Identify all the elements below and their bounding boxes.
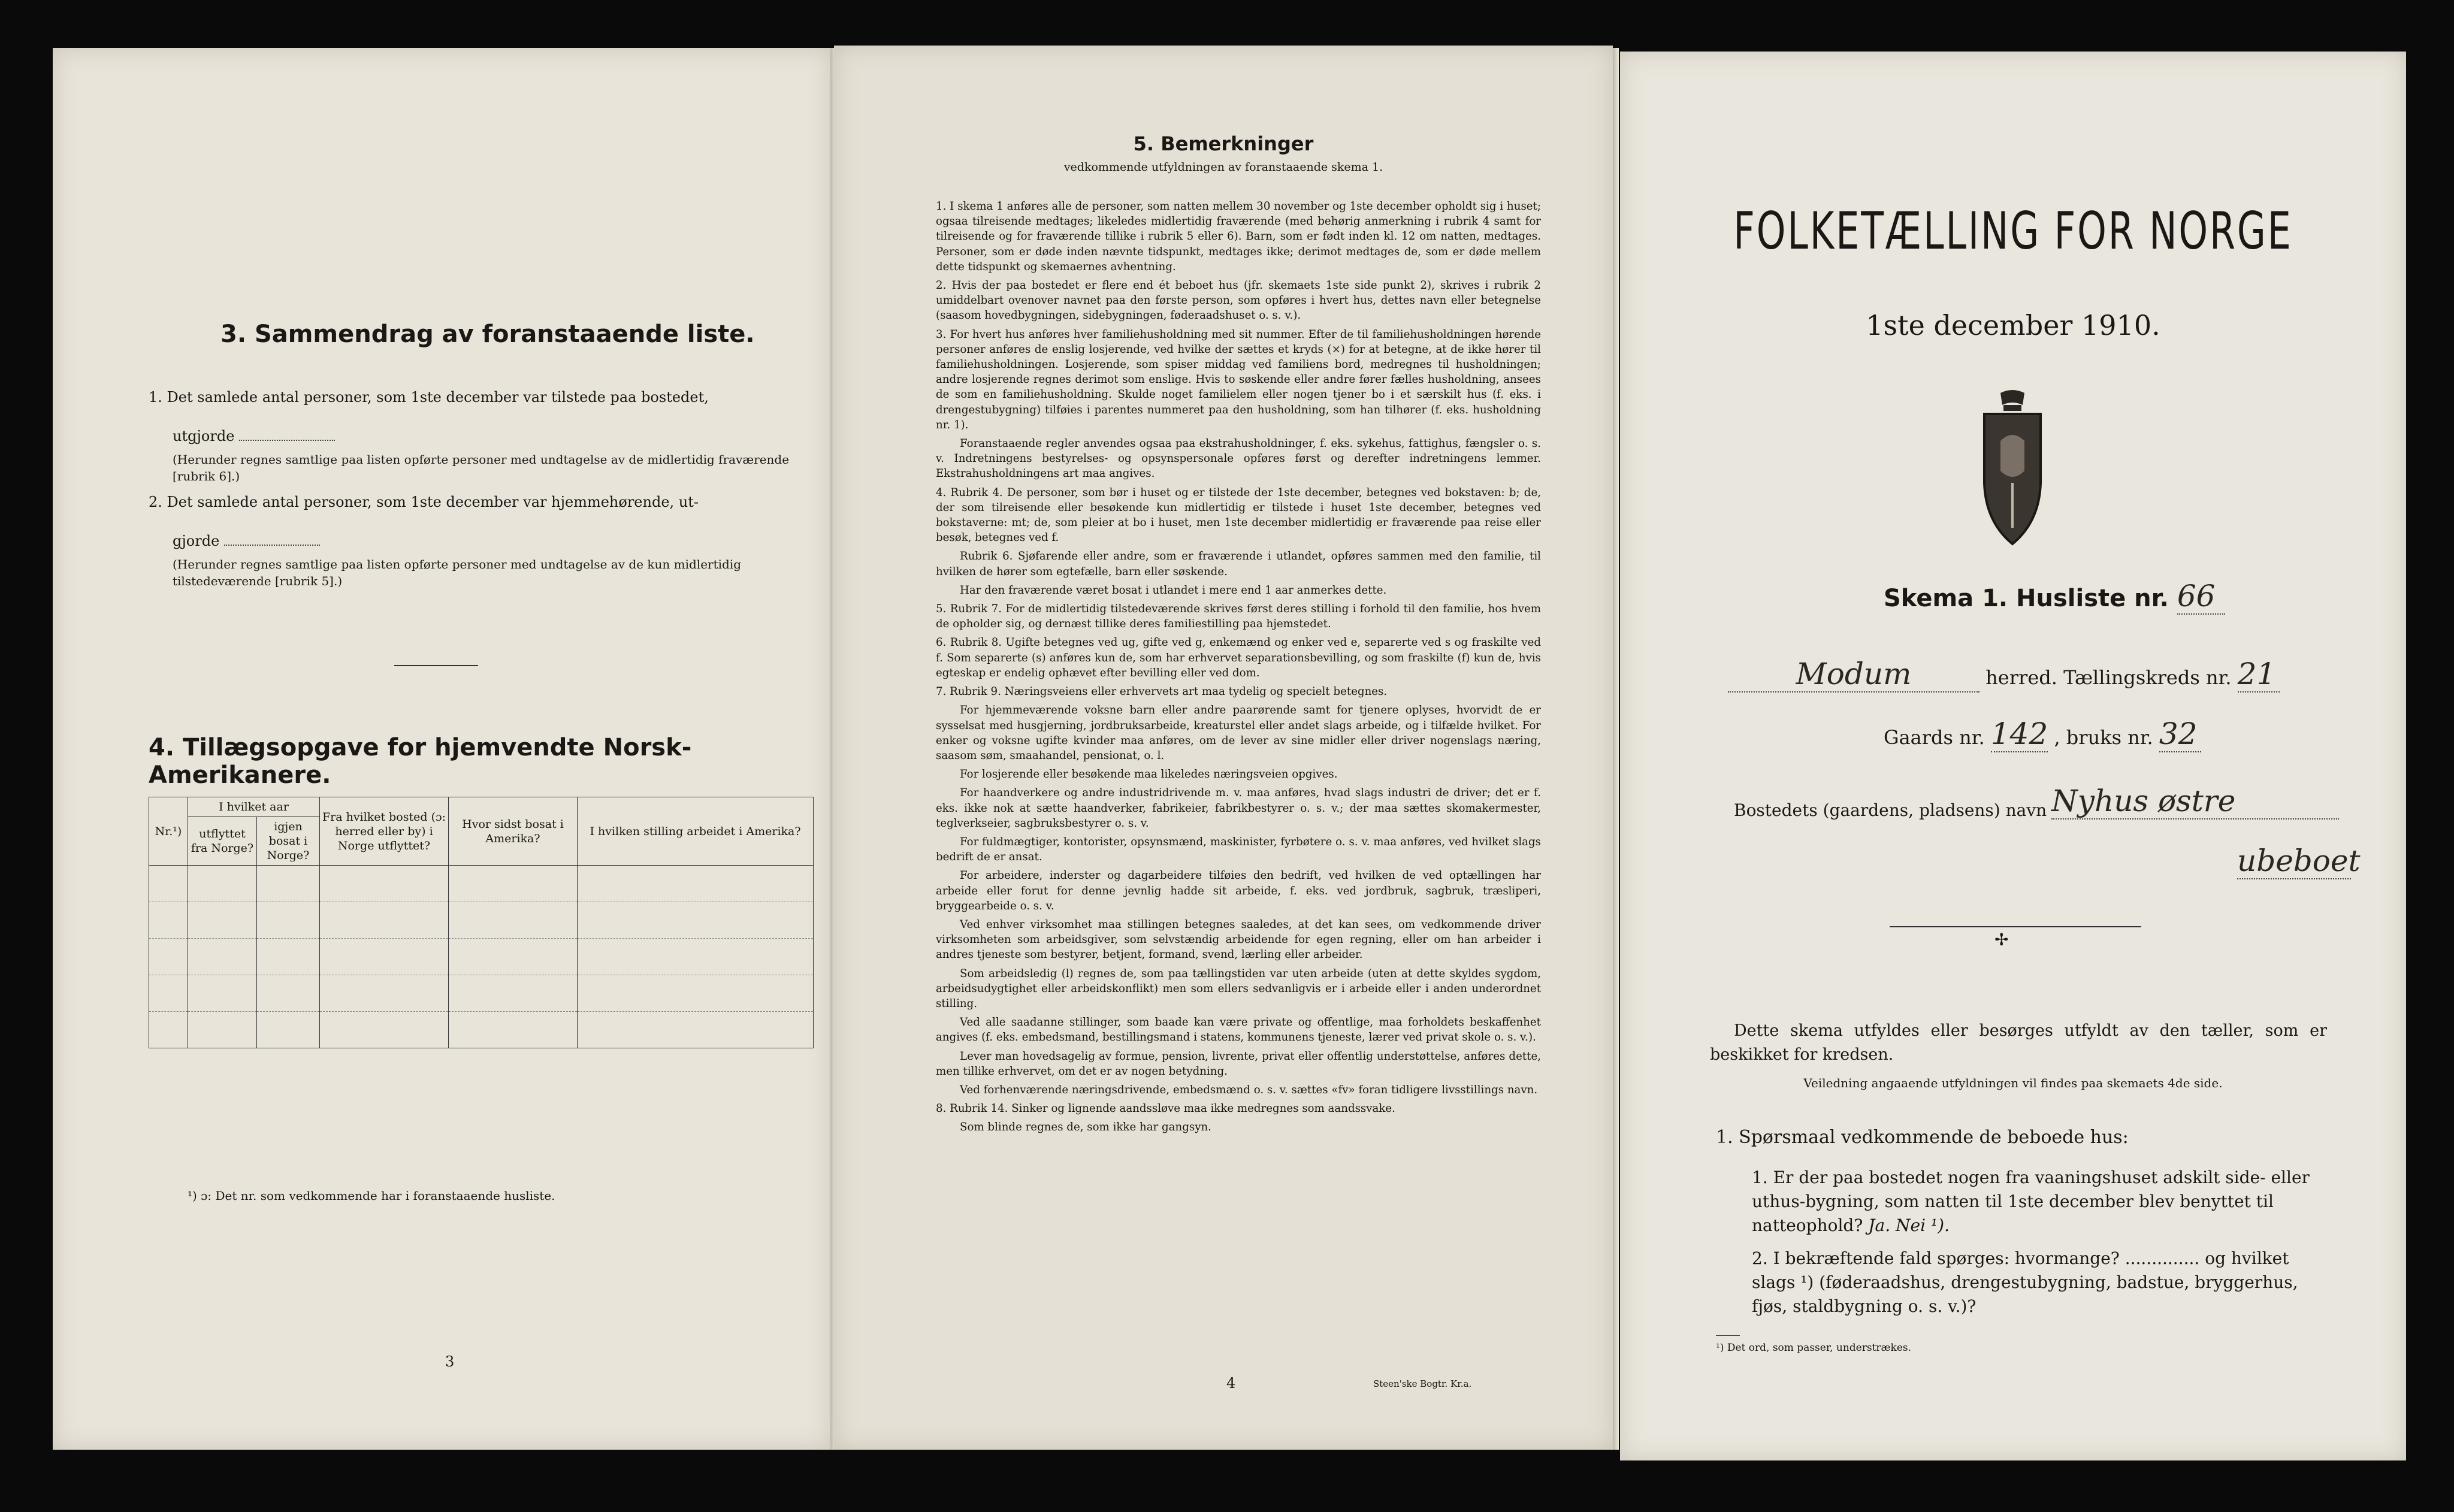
census-date: 1ste december 1910. bbox=[1866, 309, 2160, 341]
footnote: ¹) Det ord, som passer, understrækes. bbox=[1716, 1342, 1912, 1354]
census-title: FOLKETÆLLING FOR NORGE bbox=[1733, 201, 2293, 261]
gaards-label: Gaards nr. bbox=[1884, 726, 1985, 749]
divider bbox=[394, 665, 478, 666]
remark-paragraph: For losjerende eller besøkende maa likeledes næringsveien opgives. bbox=[960, 768, 1338, 781]
remark-paragraph: For fuldmægtiger, kontorister, opsynsmænd, maskinister, fyrbøtere o. s. v. maa anføres, ved hvilket slags bedrift de er ansat. bbox=[936, 835, 1541, 864]
bosted-field-2[interactable]: ubeboet bbox=[2237, 843, 2361, 878]
questions-heading: 1. Spørsmaal vedkommende de beboede hus: bbox=[1716, 1127, 2129, 1148]
item-1-note: (Herunder regnes samtlige paa listen opførte personer med undtagelse av de midlertidig fraværende [rubrik 6].) bbox=[173, 452, 790, 483]
page-1 bbox=[1620, 52, 2406, 1460]
remark-paragraph: Som arbeidsledig (l) regnes de, som paa tællingstiden var uten arbeide (uten at dette skyldes sygdom, arbeidsudygtighet eller arbeidskonflikt) men som ellers sedvanligvis er i arbeide eller i anden underordnet stilling. bbox=[936, 967, 1541, 1010]
bruks-field[interactable]: 32 bbox=[2159, 716, 2201, 752]
item-2-value-row bbox=[173, 530, 320, 552]
table-row bbox=[149, 902, 814, 939]
remark-paragraph: For haandverkere og andre industridrivende m. v. maa anføres, hvad slags industri de driver; det er f. eks. ikke nok at sætte haandverker, fabrikeier, fabrikbestyrer o. s. v.; der maa sættes skomakermester, teglverkseier, sagbruksbestyrer o. s. v. bbox=[936, 787, 1541, 830]
col-igjen-header: igjen bosat i Norge? bbox=[257, 817, 320, 866]
col-amerika-header: Hvor sidst bosat i Amerika? bbox=[449, 797, 578, 866]
page-3 bbox=[53, 48, 832, 1450]
coat-of-arms-icon bbox=[1968, 387, 2057, 551]
remark-paragraph: 8. Rubrik 14. Sinker og lignende aandssløve maa ikke medregnes som aandssvake. bbox=[936, 1102, 1395, 1115]
bosted-label: Bostedets (gaardens, pladsens) navn bbox=[1734, 800, 2047, 820]
guidance-text: Veiledning angaaende utfyldningen vil findes paa skemaets 4de side. bbox=[1803, 1076, 2223, 1090]
col-nr-header: Nr.¹) bbox=[149, 797, 188, 866]
remark-paragraph: Lever man hovedsagelig av formue, pension, livrente, privat eller offentlig understøttelse, anføres dette, men tillike erhvervet, om det er av nogen betydning. bbox=[936, 1050, 1541, 1078]
footnote: ¹) ɔ: Det nr. som vedkommende har i foranstaaende husliste. bbox=[188, 1189, 555, 1203]
item-1-value-row bbox=[173, 425, 335, 447]
col-group-header: I hvilket aar bbox=[188, 797, 320, 817]
remark-paragraph: For arbeidere, inderster og dagarbeidere tilføies den bedrift, ved hvilken de ved optællingen har arbeide eller forut for denne jevnlig hadde sit arbeide, f. eks. ved jordbruk, sagbruk, træsliperi, bryggearbeide o. s. v. bbox=[936, 869, 1541, 912]
col-bosted-header: Fra hvilket bosted (ɔ: herred eller by) i Norge utflyttet? bbox=[320, 797, 449, 866]
bruks-label: , bruks nr. bbox=[2054, 726, 2153, 749]
gaards-line bbox=[1884, 716, 2201, 752]
item-1-blank bbox=[239, 440, 335, 441]
norsk-amerikanere-table bbox=[149, 797, 814, 1048]
ornament-divider bbox=[1890, 926, 2141, 927]
page-4 bbox=[834, 46, 1613, 1450]
table-row bbox=[149, 975, 814, 1012]
item-1-label: utgjorde bbox=[173, 428, 235, 444]
remark-paragraph: Ved alle saadanne stillinger, som baade kan være private og offentlige, maa forholdets beskaffenhet angives (f. eks. embedsmand, bestillingsmand i statens, kommunens tjeneste, lærer ved privat skole o. s. v.). bbox=[936, 1016, 1541, 1044]
page-number: 3 bbox=[445, 1353, 455, 1370]
question-1-answer[interactable]: Ja. Nei ¹). bbox=[1868, 1215, 1950, 1235]
remarks-list bbox=[936, 199, 1541, 1139]
item-2-blank bbox=[224, 545, 320, 546]
table-row bbox=[149, 1012, 814, 1048]
remark-paragraph: 1. I skema 1 anføres alle de personer, som natten mellem 30 november og 1ste december opholdt sig i huset; ogsaa tilreisende medtages; likeledes midlertidig fraværende (med behørig anmerkning i rubrik 4 samt for tilreisende og for fraværende tillike i rubrik 5 eller 6). Barn, som er født inden kl. 12 om natten, medtages. Personer, som er døde inden nævnte tidspunkt, medtages ikke; derimot medtages de, som er døde mellem dette tidspunkt og skemaernes avhentning. bbox=[936, 200, 1541, 273]
instruction-text: Dette skema utfyldes eller besørges utfyldt av den tæller, som er beskikket for kredsen. bbox=[1710, 1021, 2327, 1064]
col-stilling-header: I hvilken stilling arbeidet i Amerika? bbox=[578, 797, 814, 866]
remark-paragraph: 7. Rubrik 9. Næringsveiens eller erhvervets art maa tydelig og specielt betegnes. bbox=[936, 685, 1388, 698]
herred-label: herred. bbox=[1985, 666, 2057, 689]
remark-paragraph: 5. Rubrik 7. For de midlertidig tilstedeværende skrives først deres stilling i forhold til den familie, hos hvem de opholder sig, og dernæst tillike deres familiestilling paa hjemstedet. bbox=[936, 603, 1541, 631]
ornament-icon: ✢ bbox=[1994, 930, 2009, 949]
bemerkninger-title: 5. Bemerkninger bbox=[1133, 132, 1314, 155]
remark-paragraph: Foranstaaende regler anvendes ogsaa paa ekstrahusholdninger, f. eks. sykehus, fattighus, fængsler o. s. v. Indretningens bestyrelses- og opsynspersonale opføres først og derefter indretningens lemmer. Ekstrahusholdningens art maa angives. bbox=[936, 437, 1541, 480]
remark-paragraph: 6. Rubrik 8. Ugifte betegnes ved ug, gifte ved g, enkemænd og enker ved e, separerte ved s og fraskilte ved f. Som separerte (s) anføres kun de, som har erhvervet separationsbevilling, og som fraskilte (f) kun de, hvis egteskap er endelig ophævet efter bevilling eller ved dom. bbox=[936, 636, 1541, 679]
herred-field[interactable]: Modum bbox=[1728, 657, 1979, 693]
remark-paragraph: Har den fraværende været bosat i utlandet i mere end 1 aar anmerkes dette. bbox=[960, 583, 1387, 597]
footnote-rule bbox=[1716, 1335, 1740, 1336]
kreds-label: Tællingskreds nr. bbox=[2063, 666, 2232, 689]
page-number: 4 bbox=[1226, 1375, 1236, 1392]
question-1-text: 1. Er der paa bostedet nogen fra vaaningshuset adskilt side- eller uthus-bygning, som natten til 1ste december blev benyttet til natteophold? bbox=[1752, 1168, 2310, 1235]
section-3-title: 3. Sammendrag av foranstaaende liste. bbox=[220, 320, 755, 348]
gaards-field[interactable]: 142 bbox=[1990, 716, 2048, 751]
remark-paragraph: 3. For hvert hus anføres hver familiehusholdning med sit nummer. Efter de til familiehusholdningen hørende personer anføres de enslig losjerende, ved hvilke der sættes et kryds (×) for at betegne, at de ikke hører til familiehusholdningen. Losjerende, som spiser middag ved familiens bord, medregnes til husholdningen; andre losjerende regnes derimot som enslige. Hvis to søskende eller andre fører fælles husholdning, ansees de som en familiehusholdning. Skulde noget familielem eller nogen tjener bo i et særskilt hus (f. eks. i drengestubygning) tilføies i parentes nummeret paa den husholdning, som han tilhører (f. eks. husholdning nr. 1). bbox=[936, 328, 1541, 431]
item-2-label: gjorde bbox=[173, 533, 220, 549]
printer-mark: Steen'ske Bogtr. Kr.a. bbox=[1373, 1378, 1472, 1389]
remark-paragraph: Ved enhver virksomhet maa stillingen betegnes saaledes, at det kan sees, om vedkommende driver virksomheten som arbeidsgiver, som selvstændig arbeidende for egen regning, eller om han arbeider i andres tjeneste som bestyrer, betjent, formand, svend, lærling eller arbeider. bbox=[936, 918, 1541, 961]
remark-paragraph: Som blinde regnes de, som ikke har gangsyn. bbox=[960, 1121, 1211, 1134]
bosted-field-1[interactable]: Nyhus østre bbox=[2051, 784, 2339, 819]
schema-label: Skema 1. Husliste nr. bbox=[1884, 585, 2169, 612]
item-2-text: 2. Det samlede antal personer, som 1ste december var hjemmehørende, ut- bbox=[149, 494, 699, 510]
remark-paragraph: 2. Hvis der paa bostedet er flere end ét beboet hus (jfr. skemaets 1ste side punkt 2), skrives i rubrik 2 umiddelbart ovenover navnet paa den første person, som opføres i hvert hus, dettes navn eller betegnelse (saasom hovedbygningen, sidebygningen, føderaadshuset o. s. v.). bbox=[936, 279, 1541, 322]
kreds-field[interactable]: 21 bbox=[2238, 657, 2280, 693]
item-1-text: 1. Det samlede antal personer, som 1ste december var tilstede paa bostedet, bbox=[149, 389, 709, 406]
bemerkninger-subtitle: vedkommende utfyldningen av foranstaaende skema 1. bbox=[1063, 161, 1383, 174]
table-row bbox=[149, 939, 814, 975]
remark-paragraph: Ved forhenværende næringsdrivende, embedsmænd o. s. v. sættes «fv» foran tidligere livsstillings navn. bbox=[960, 1083, 1538, 1096]
fold-right bbox=[1613, 48, 1619, 1450]
table-row bbox=[149, 866, 814, 902]
remark-paragraph: 4. Rubrik 4. De personer, som bør i huset og er tilstede der 1ste december, betegnes ved bokstaven: b; de, der som tilreisende eller besøkende kun midlertidig er tilstede i huset 1ste december, betegnes ved bokstaverne: mt; de, som pleier at bo i huset, men 1ste december midlertidig er fraværende paa reise eller besøk, betegnes ved f. bbox=[936, 486, 1541, 545]
remark-paragraph: For hjemmeværende voksne barn eller andre paarørende samt for tjenere oplyses, hvorvidt de er sysselsat med husgjerning, jordbruksarbeide, kreaturstel eller andet slags arbeide, og i tilfælde hvilket. For enker og voksne ugifte kvinder maa anføres, om de lever av sine midler eller driver nogenslags næring, saasom søm, smaahandel, pensionat, o. l. bbox=[936, 704, 1541, 762]
husliste-number[interactable]: 66 bbox=[2177, 579, 2225, 615]
question-2: 2. I bekræftende fald spørges: hvormange? .............. og hvilket slags ¹) (føderaadshus, drengestubygning, badstue, bryggerhus, fjøs, staldbygning o. s. v.)? bbox=[1752, 1248, 2298, 1316]
question-1 bbox=[1752, 1166, 2327, 1238]
remark-paragraph: Rubrik 6. Sjøfarende eller andre, som er fraværende i utlandet, opføres sammen med den familie, til hvilken de hører som egtefælle, barn eller søskende. bbox=[936, 550, 1541, 578]
schema-line bbox=[1884, 579, 2225, 615]
col-utflyttet-header: utflyttet fra Norge? bbox=[188, 817, 257, 866]
section-4-title: 4. Tillægsopgave for hjemvendte Norsk-Amerikanere. bbox=[149, 734, 692, 789]
item-2-note: (Herunder regnes samtlige paa listen opførte personer med undtagelse av de kun midlertidig tilstedeværende [rubrik 5].) bbox=[173, 557, 742, 588]
herred-line bbox=[1728, 657, 2280, 693]
